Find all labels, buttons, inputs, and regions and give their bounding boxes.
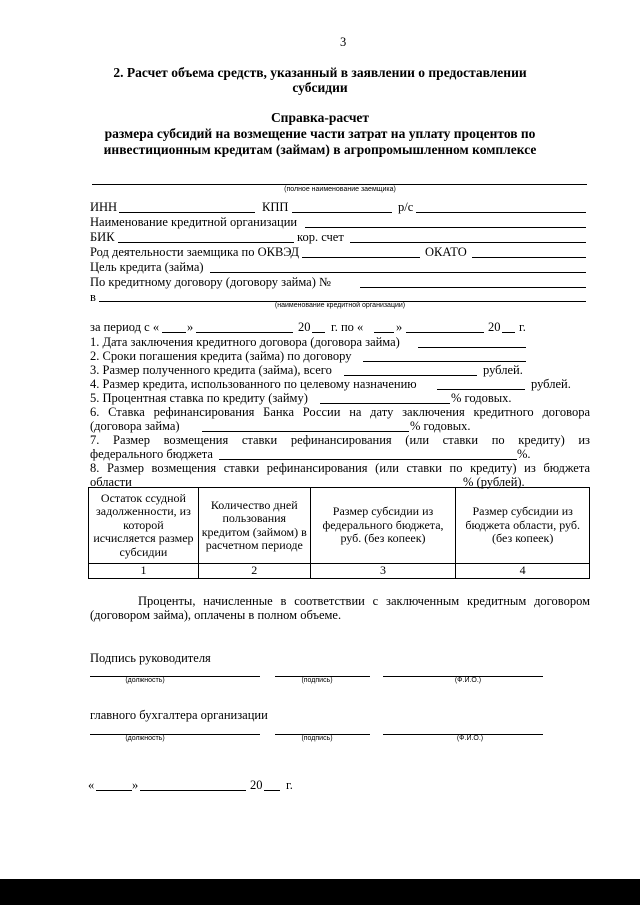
okato-field[interactable] bbox=[472, 257, 586, 258]
okved-label: Род деятельности заемщика по ОКВЭД bbox=[90, 245, 300, 259]
purpose-label: Цель кредита (займа) bbox=[90, 260, 204, 274]
bik-label: БИК bbox=[90, 230, 115, 244]
period-quote-2: » bbox=[396, 320, 403, 334]
subsidy-table bbox=[88, 487, 590, 579]
period-to-year[interactable] bbox=[502, 332, 515, 333]
borrower-name-line[interactable] bbox=[92, 184, 587, 185]
item-4-field[interactable] bbox=[437, 389, 525, 390]
item-5-field[interactable] bbox=[320, 403, 450, 404]
table-header-row bbox=[89, 488, 590, 564]
kor-field[interactable] bbox=[350, 242, 586, 243]
accountant-signature-caption: (подпись) bbox=[301, 735, 333, 742]
rs-label: р/с bbox=[398, 200, 414, 214]
bank-caption: (наименование кредитной организации) bbox=[274, 302, 406, 309]
rs-field[interactable] bbox=[416, 212, 586, 213]
period-from-month[interactable] bbox=[196, 332, 293, 333]
table-header-cell: Количество дней пользования кредитом (займом) в расчетном периоде bbox=[198, 488, 310, 564]
kor-label: кор. счет bbox=[297, 230, 344, 244]
item-6-label: 6. Ставка рефинансирования Банка России на дату заключения кредитного договора bbox=[90, 405, 590, 419]
period-from-label: за период с « bbox=[90, 320, 160, 334]
date-g: г. bbox=[286, 778, 293, 792]
period-to-day[interactable] bbox=[374, 332, 394, 333]
purpose-field[interactable] bbox=[210, 272, 586, 273]
item-7-unit: %. bbox=[517, 447, 531, 461]
accountant-fio-caption: (Ф.И.О.) bbox=[456, 735, 484, 742]
item-2-field[interactable] bbox=[363, 361, 526, 362]
page-number: 3 bbox=[340, 35, 347, 49]
item-5-label: 5. Процентная ставка по кредиту (займу) bbox=[90, 391, 308, 405]
table-header-cell: Остаток ссудной задолженности, из которой исчисляется размер субсидии bbox=[89, 488, 199, 564]
item-8-label-2: области bbox=[90, 475, 132, 489]
item-1-label: 1. Дата заключения кредитного договора (договора займа) bbox=[90, 335, 400, 349]
table-number-cell: 2 bbox=[198, 564, 310, 579]
date-day-field[interactable] bbox=[96, 790, 132, 791]
contract-label: По кредитному договору (договору займа) № bbox=[90, 275, 331, 289]
scan-border bbox=[0, 879, 640, 905]
section-title: 2. Расчет объема средств, указанный в заявлении о предоставлении bbox=[113, 65, 527, 80]
item-3-unit: рублей. bbox=[483, 363, 523, 377]
head-fio-caption: (Ф.И.О.) bbox=[454, 677, 482, 684]
borrower-caption: (полное наименование заемщика) bbox=[284, 186, 396, 193]
table-number-cell: 3 bbox=[310, 564, 456, 579]
period-year-1: 20 bbox=[298, 320, 311, 334]
item-3-label: 3. Размер полученного кредита (займа), всего bbox=[90, 363, 332, 377]
item-7-label-2: федерального бюджета bbox=[90, 447, 213, 461]
section-title-2: субсидии bbox=[292, 80, 348, 95]
okato-label: ОКАТО bbox=[425, 245, 467, 259]
head-position-caption: (должность) bbox=[125, 677, 165, 684]
inn-label: ИНН bbox=[90, 200, 118, 214]
item-6-unit: % годовых. bbox=[410, 419, 471, 433]
head-signature-caption: (подпись) bbox=[301, 677, 333, 684]
date-year-field[interactable] bbox=[264, 790, 280, 791]
bank-name-label: Наименование кредитной организации bbox=[90, 215, 298, 229]
accountant-position-caption: (должность) bbox=[125, 735, 165, 742]
period-from-year[interactable] bbox=[312, 332, 325, 333]
date-month-field[interactable] bbox=[140, 790, 246, 791]
period-year-2: 20 bbox=[488, 320, 501, 334]
date-quote-open: « bbox=[88, 778, 95, 792]
item-7-label: 7. Размер возмещения ставки рефинансирования (или ставки по кредиту) из bbox=[90, 433, 590, 447]
bank-name-field[interactable] bbox=[305, 227, 586, 228]
date-year-prefix: 20 bbox=[250, 778, 263, 792]
period-from-day[interactable] bbox=[162, 332, 186, 333]
table-header-cell: Размер субсидии из бюджета области, руб. (без копеек) bbox=[456, 488, 590, 564]
table-number-cell: 4 bbox=[456, 564, 590, 579]
head-signature-label: Подпись руководителя bbox=[90, 651, 211, 665]
interest-paragraph-2: (договором займа), оплачены в полном объеме. bbox=[90, 608, 342, 622]
item-6-label-2: (договора займа) bbox=[90, 419, 180, 433]
item-7-field[interactable] bbox=[219, 459, 517, 460]
document-title: Справка-расчет bbox=[270, 110, 370, 125]
in-label: в bbox=[90, 290, 96, 304]
okved-field[interactable] bbox=[302, 257, 420, 258]
inn-field[interactable] bbox=[119, 212, 255, 213]
period-g: г. bbox=[519, 320, 526, 334]
kpp-field[interactable] bbox=[292, 212, 392, 213]
item-8-label: 8. Размер возмещения ставки рефинансирования (или ставки по кредиту) из бюджета bbox=[90, 461, 590, 475]
table-header-cell: Размер субсидии из федерального бюджета, руб. (без копеек) bbox=[310, 488, 456, 564]
period-quote-1: » bbox=[187, 320, 194, 334]
table-number-row bbox=[89, 564, 590, 579]
item-8-unit: % (рублей). bbox=[463, 475, 525, 489]
bik-field[interactable] bbox=[118, 242, 294, 243]
accountant-signature-label: главного бухгалтера организации bbox=[90, 708, 268, 722]
contract-field[interactable] bbox=[360, 287, 586, 288]
table-number-cell: 1 bbox=[89, 564, 199, 579]
period-to-month[interactable] bbox=[406, 332, 484, 333]
item-1-field[interactable] bbox=[418, 347, 526, 348]
item-3-field[interactable] bbox=[344, 375, 477, 376]
interest-paragraph: Проценты, начисленные в соответствии с заключенным кредитным договором bbox=[138, 594, 590, 608]
item-4-unit: рублей. bbox=[531, 377, 571, 391]
item-5-unit: % годовых. bbox=[451, 391, 512, 405]
document-subtitle-2: инвестиционным кредитам (займам) в агропромышленном комплексе bbox=[103, 142, 537, 157]
item-6-field[interactable] bbox=[202, 431, 409, 432]
kpp-label: КПП bbox=[262, 200, 289, 214]
document-subtitle-1: размера субсидий на возмещение части затрат на уплату процентов по bbox=[104, 126, 536, 141]
date-quote-close: » bbox=[132, 778, 139, 792]
period-to-label: г. по « bbox=[331, 320, 364, 334]
item-2-label: 2. Сроки погашения кредита (займа) по договору bbox=[90, 349, 352, 363]
item-4-label: 4. Размер кредита, использованного по целевому назначению bbox=[90, 377, 417, 391]
